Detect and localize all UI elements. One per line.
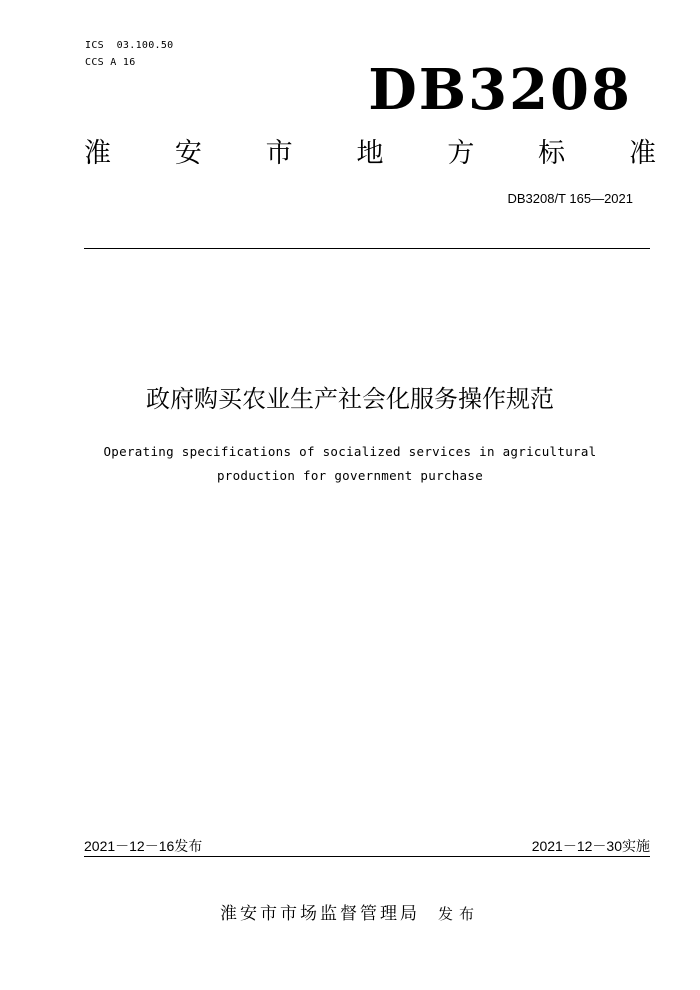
standard-type-char: 淮 [84, 138, 111, 169]
issue-label: 发布 [437, 905, 480, 923]
standard-type-title [84, 134, 656, 174]
header-divider [84, 248, 650, 249]
implement-date: 2021－12－30实施 [531, 838, 650, 854]
standard-type-char: 地 [356, 138, 384, 169]
standard-type-char: 标 [538, 138, 566, 169]
english-title-line: Operating specifications of socialized services in agricultural [103, 444, 597, 459]
standard-code-heading: DB3208 [368, 57, 632, 123]
standard-type-char: 市 [265, 138, 293, 169]
english-title-line: production for government purchase [216, 468, 484, 483]
standard-type-char: 准 [628, 138, 656, 169]
standard-type-char: 安 [174, 138, 202, 169]
footer-divider [84, 856, 650, 857]
ics-code: ICS 03.100.50 [85, 40, 174, 51]
classification-codes [85, 37, 174, 71]
standard-number: DB3208/T 165—2021 [507, 191, 633, 206]
document-title-chinese: 政府购买农业生产社会化服务操作规范 [146, 385, 554, 413]
issuing-authority: 淮安市市场监督管理局 [219, 904, 420, 924]
document-title-english [80, 440, 620, 488]
date-row [84, 836, 650, 856]
standard-type-char: 方 [447, 138, 475, 169]
issuer-line [0, 900, 700, 928]
ccs-code: CCS A 16 [85, 57, 136, 68]
publish-date: 2021－12－16发布 [84, 838, 203, 854]
